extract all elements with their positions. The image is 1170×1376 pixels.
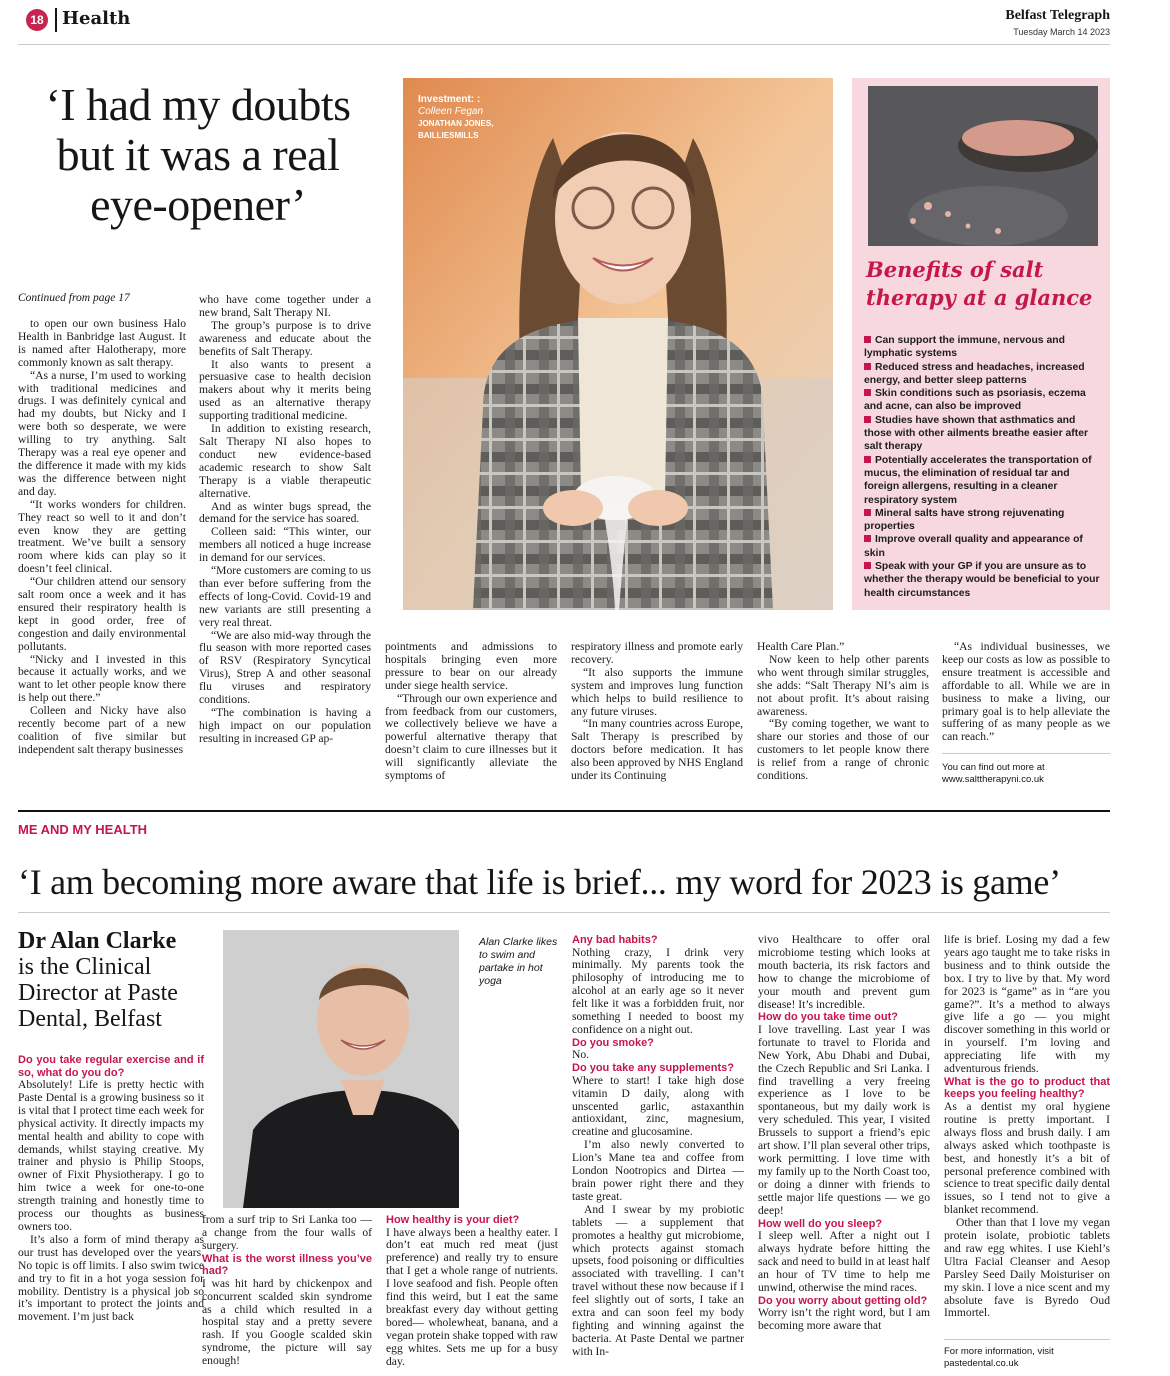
paragraph: pointments and admissions to hospitals bringing even more pressure to bear on our already under siege health service. (385, 640, 557, 692)
more-info-link[interactable]: pastedental.co.uk (944, 1358, 1019, 1369)
bullet-square-icon (864, 363, 871, 370)
caption-label: Investment: : (418, 94, 481, 105)
article1-more-info (942, 762, 1045, 786)
section-divider (18, 810, 1110, 812)
benefit-text: Studies have shown that asthmatics and those with other ailments breathe easier after salt therapy (864, 414, 1089, 453)
interview-question: Do you worry about getting old? (758, 1294, 928, 1307)
interview-answer: I was hit hard by chickenpox and concurrent scalded skin syndrome as a child which resulted in a hospital stay and a pretty severe rash. If you Google scalded skin syndrome, the picture will say enough! (202, 1276, 372, 1368)
paragraph: “The combination is having a high impact on our population resulting in increased GP ap- (199, 706, 371, 745)
benefit-item (864, 454, 1100, 507)
interviewee-role: is the Clinical Director at Paste Dental, Belfast (18, 954, 178, 1032)
benefits-list (864, 334, 1100, 600)
bullet-square-icon (864, 336, 871, 343)
paragraph: respiratory illness and promote early recovery. (571, 640, 743, 666)
paragraph: “Through our own experience and from feedback from our customers, we collectively believe we have a powerful alternative therapy that doesn’t claim to cure illnesses but it will significantly alleviate the symptoms of (385, 691, 557, 783)
bullet-square-icon (864, 562, 871, 569)
interview-answer: vivo Healthcare to offer oral microbiome testing which looks at mouth bacteria, its risk factors and how to change the microbiome of your mouth and prevent gum disease! It’s incredible. (758, 933, 930, 1011)
interview-question: What is the worst illness you’ve had? (202, 1252, 372, 1278)
article1-column-3 (385, 641, 557, 783)
paragraph: Colleen and Nicky have also recently become part of a new coalition of five similar but independent salt therapy businesses (18, 704, 186, 756)
section-title: Health (62, 8, 131, 29)
header-divider (55, 8, 57, 32)
paragraph: Health Care Plan.” (757, 640, 845, 653)
issue-date: Tuesday March 14 2023 (1013, 27, 1110, 37)
benefit-text: Can support the immune, nervous and lymphatic systems (864, 335, 1065, 360)
paragraph: “As a nurse, I’m used to working with traditional medicines and drugs. I was definitely cynical and had my doubts, but Nicky and I were both so desperate, we were willing to try anything. Salt Therapy was a real eye opener and the difference it made with my kids was the difference between night and day. (18, 368, 186, 498)
interview-answer: Nothing crazy, I drink very minimally. My parents took the philosophy of introducing me to alcohol at an early age so it never felt like it was a forbidden fruit, nor something I needed to boost my confidence on a night out. (572, 945, 744, 1036)
more-info-line-1: You can find out more at (942, 762, 1045, 773)
more-info-line-1: For more information, visit (944, 1346, 1054, 1357)
continued-note: Continued from page 17 (18, 292, 130, 304)
page-number-badge: 18 (26, 9, 48, 31)
paragraph: It’s also a form of mind therapy as our trust has developed over the years. No topic is off limits. I also swim twice and try to fit in a hot yoga session for mobility. Dentistry is a physical job so it’s important to protect the joints and movement. I’m just back (18, 1232, 204, 1324)
benefit-item (864, 361, 1100, 388)
photo1-caption (418, 94, 493, 142)
interview-question: Do you smoke? (572, 1036, 654, 1049)
benefit-item (864, 507, 1100, 534)
photo2-caption: Alan Clarke likes to swim and partake in hot yoga (479, 936, 558, 987)
benefit-item (864, 414, 1100, 454)
paragraph: who have come together under a new brand, Salt Therapy NI. (199, 293, 371, 319)
portrait-illustration (223, 930, 459, 1208)
article2-headline: ‘I am becoming more aware that life is brief... my word for 2023 is game’ (18, 862, 1061, 902)
more-info-rule-2 (944, 1339, 1110, 1340)
interview-question: How do you take time out? (758, 1011, 898, 1024)
paragraph: The group’s purpose is to drive awareness and educate about the benefits of Salt Therapy. (199, 318, 371, 358)
paragraph: “By coming together, we want to share our stories and those of our customers to let people know there is relief from a range of chronic conditions. (757, 717, 929, 783)
interview-answer: I sleep well. After a night out I always hydrate before hitting the sack and need to build in at least half an hour of TV time to help me unwind, otherwise the mind races. (758, 1229, 930, 1294)
interview-answer: Where to start! I take high dose vitamin D daily, along with unscented garlic, astaxanthin antioxidant, zinc, magnesium, creatine and glucosamine. (572, 1073, 744, 1139)
interview-question: Do you take regular exercise and if so, what do you do? (18, 1054, 204, 1079)
paragraph: “It works wonders for children. They react so well to it and don’t even know they are getting treatment. We’ve built a sensory room where kids can play so it doesn’t feel clinical. (18, 497, 186, 576)
article2-more-info (944, 1346, 1054, 1370)
masthead: Belfast Telegraph (1005, 8, 1110, 23)
paragraph: “More customers are coming to us than ever before suffering from the effects of long-Covid. Covid-19 and new variants are still presenting a very real threat. (199, 564, 372, 629)
article2-column-2 (202, 1214, 372, 1368)
article1-column-4 (571, 641, 743, 783)
article1-headline: ‘I had my doubts but it was a real eye-opener’ (45, 79, 351, 230)
caption-name: Colleen Fegan (418, 106, 484, 117)
paragraph: I’m also newly converted to Lion’s Mane tea and coffee from London Nootropics and Dirtea — brain power right there and they taste great. (572, 1138, 744, 1203)
paragraph: And I swear by my probiotic tablets — a supplement that promotes a healthy gut microbiome, which protects against stomach upsets, food poisoning or difficulties associated with travelling. I can’t travel without these now because if I feel slightly out of sorts, I take an extra and can soon feel my body fighting and winning against the bacteria. At Paste Dental we partner with In- (572, 1202, 744, 1358)
paragraph: “As individual businesses, we keep our costs as low as possible to ensure treatment is accessible and affordable to all. While we are in business to make a living, our primary goal is to help alleviate the suffering of as many people as we can reach.” (942, 640, 1110, 744)
paragraph: “Nicky and I invested in this because it actually works, and we want to let other people know there is help out there.” (18, 652, 186, 705)
article2-column-6 (944, 934, 1110, 1320)
paragraph: “Our children attend our sensory salt room once a week and it has ensured their respiratory health is kept in good order, free of congestion and daily environmental pollutants. (18, 575, 186, 653)
headline-rule (18, 912, 1110, 913)
paragraph: Now keen to help other parents who went through similar struggles, she adds: “Salt Therapy NI’s aim is not about profit. It’s about raising awareness. (757, 652, 929, 718)
article1-column-6 (942, 641, 1110, 744)
interviewee-intro (18, 928, 218, 1032)
benefit-text: Improve overall quality and appearance of skin (864, 534, 1083, 559)
paragraph: to open our own business Halo Health in Banbridge last August. It is named after Halotherapy, more commonly known as salt therapy. (18, 317, 186, 369)
more-info-link[interactable]: www.salttherapyni.co.uk (942, 774, 1044, 785)
caption-credit-2: BAILLIESMILLS (418, 131, 479, 140)
salt-spoon-photo (868, 86, 1098, 246)
paragraph: It also wants to present a persuasive case to health decision makers about why it merits being used as an alternative therapy supporting traditional medicine. (199, 357, 371, 423)
interview-answer: life is brief. Losing my dad a few years ago taught me to take risks in business and to think outside the box. I try to live by that. My word for 2023 is “game” as in “are you game?”. It’s a method to always give life a go — you might discover something in this world or in yourself. I’m loving and appreciating life with my adventurous friends. (944, 933, 1110, 1076)
benefit-text: Skin conditions such as psoriasis, eczema and acne, can also be improved (864, 388, 1086, 413)
bullet-square-icon (864, 456, 871, 463)
article1-column-1 (18, 318, 186, 757)
paragraph: And as winter bugs spread, the demand for the service has soared. (199, 499, 371, 526)
benefit-text: Mineral salts have strong rejuvenating properties (864, 507, 1065, 533)
article1-column-2 (199, 294, 371, 746)
interviewee-name: Dr Alan Clarke (18, 928, 177, 954)
interview-question: Do you take any supplements? (572, 1062, 734, 1075)
paragraph: “It also supports the immune system and improves lung function which helps to build resilience to any future viruses. (571, 665, 743, 718)
paragraph: “In many countries across Europe, Salt Therapy is prescribed by doctors before medication. It has also been approved by NHS England under its Continuing (571, 717, 744, 783)
alan-clarke-photo (223, 930, 459, 1208)
benefit-text: Speak with your GP if you are unsure as to whether the therapy would be beneficial to your health circumstances (864, 561, 1100, 599)
paragraph: In addition to existing research, Salt Therapy NI also hopes to conduct new evidence-based academic research to show Salt Therapy is a viable therapeutic alternative. (199, 422, 371, 500)
interview-question: How healthy is your diet? (386, 1214, 520, 1226)
paragraph: Other than that I love my vegan protein isolate, probiotic tablets and raw egg whites. I use Kiehl’s Ultra Facial Cleanser and Aesop Parsley Seed Daily Moisturiser on my skin. I love a nice scent and my absolute fave is Byredo Oud Immortel. (944, 1216, 1110, 1320)
salt-illustration (868, 86, 1098, 246)
benefit-item (864, 560, 1100, 600)
colleen-fegan-photo (403, 78, 833, 610)
benefit-text: Reduced stress and headaches, increased energy, and better sleep patterns (864, 361, 1085, 386)
interview-answer: from a surf trip to Sri Lanka too — a change from the four walls of surgery. (202, 1213, 372, 1252)
interview-answer: I love travelling. Last year I was fortunate to travel to Florida and New York, Abu Dhabi and Dubai, the Czech Republic and Sri Lanka. I find travelling a very freeing experience as I love to be spontaneous, but my daily work is very scheduled. This year, I visited Brussels to support a friend’s epic art show. I’ll plan several other trips, work permitting. I love time with my family up to the North Coast too, or doing a dinner with friends to settle major life questions — we go deep! (758, 1022, 930, 1217)
benefit-item (864, 533, 1100, 560)
bullet-square-icon (864, 389, 871, 396)
article1-column-5 (757, 641, 929, 783)
article2-column-3 (386, 1214, 558, 1368)
bullet-square-icon (864, 509, 871, 516)
interview-answer: Worry isn’t the right word, but I am becoming more aware that (758, 1306, 930, 1332)
caption-credit-1: JONATHAN JONES, (418, 119, 494, 128)
me-and-my-health-kicker: ME AND MY HEALTH (18, 822, 148, 837)
interview-answer: I have always been a healthy eater. I don’t eat much red meat (just preference) and really try to ensure that I get a whole range of nutrients. I love seafood and fish. People often find this weird, but I eat the same breakfast every day without getting bored— wholewheat, banana, and a vegan protein shake topped with raw egg whites. Sets me up for a busy day. (386, 1225, 558, 1368)
paragraph: “We are also mid-way through the flu season with more reported cases of RSV (Respiratory Syncytical Virus), Strep A and other seasonal flu viruses and respiratory conditions. (199, 628, 371, 707)
paragraph: Colleen said: “This winter, our members all noticed a huge increase in demand for our services. (199, 525, 371, 565)
header-rule (18, 44, 1110, 45)
article2-column-1 (18, 1054, 204, 1324)
sidebar-title: Benefits of salt therapy at a glance (866, 257, 1093, 310)
benefit-text: Potentially accelerates the transportation of mucus, the elimination of residual tar and foreign allergens, resulting in a cleaner respiratory system (864, 454, 1092, 506)
interview-answer: As a dentist my oral hygiene routine is pretty important. I always floss and brush daily. I am always asked which toothpaste is best, and honestly it’s a bit of personal preference combined with science to treat specific daily dental issues, so I tend not to give a blanket recommend. (944, 1099, 1110, 1217)
portrait-illustration (403, 78, 833, 610)
bullet-square-icon (864, 416, 871, 423)
bullet-square-icon (864, 535, 871, 542)
interview-answer: No. (572, 1048, 590, 1062)
interview-question: What is the go to product that keeps you feeling healthy? (944, 1075, 1110, 1101)
benefit-item (864, 334, 1100, 361)
more-info-rule (942, 753, 1110, 754)
interview-question: How well do you sleep? (758, 1217, 883, 1230)
benefit-item (864, 387, 1100, 414)
interview-answer: Absolutely! Life is pretty hectic with Paste Dental is a growing business so it is vital that I protect time each week for physical activity. It directly impacts my mental health and ability to cope with demands, whilst staying creative. My trainer and physio is Philip Stoops, owner of Fixit Physiotherapy. I go to him twice a week for one-to-one strength training and honestly time to process our thoughts as business owners too. (18, 1078, 204, 1233)
article2-column-4 (572, 934, 744, 1359)
interview-question: Any bad habits? (572, 934, 658, 946)
article2-column-5 (758, 934, 930, 1333)
